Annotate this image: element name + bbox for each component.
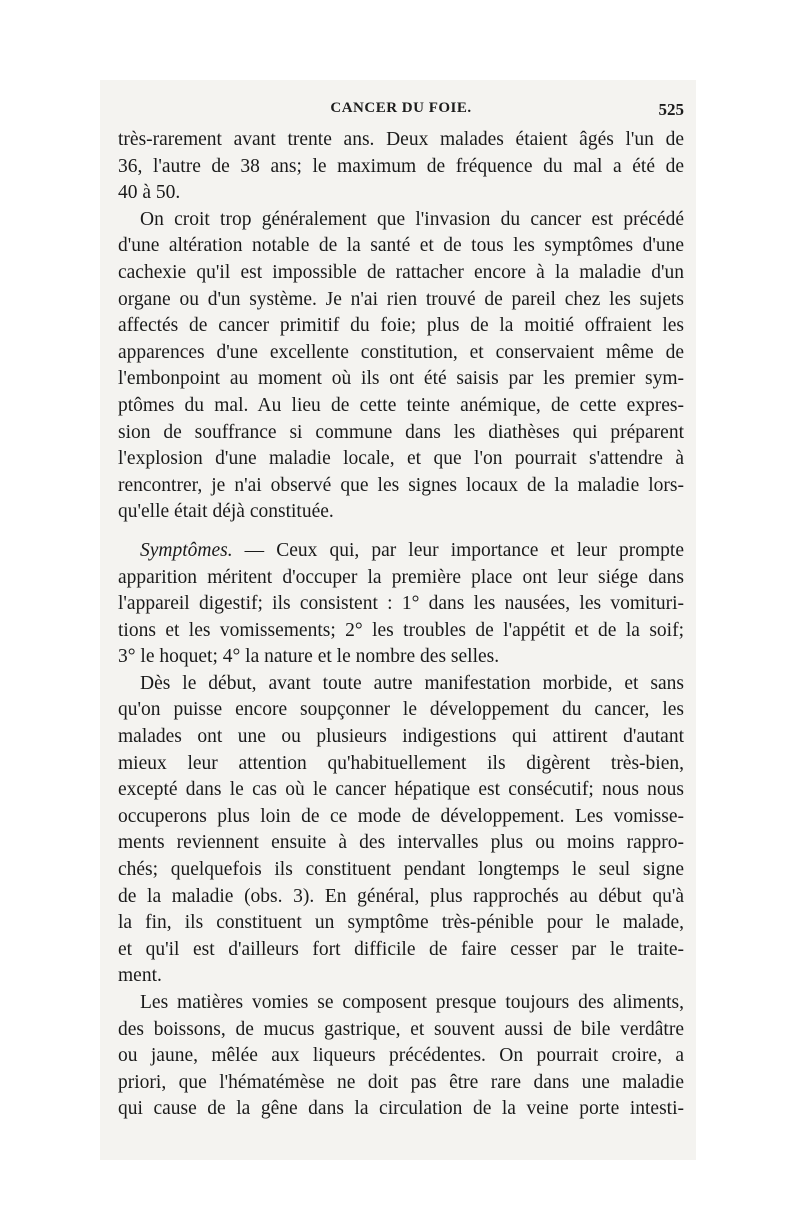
text-line: affectés de cancer primitif du foie; plus de la moitié offraient les [118,315,684,337]
text-line: ment. [118,965,162,987]
text-line: apparition méritent d'occuper la première place ont leur siége dans [118,566,684,588]
paragraph-gap [118,526,684,538]
text-line: priori, que l'hématémèse ne doit pas être rare dans une maladie [118,1071,684,1093]
page-number: 525 [658,100,684,119]
text-line: des boissons, de mucus gastrique, et souvent aussi de bile verdâtre [118,1018,684,1040]
text-line: ments reviennent ensuite à des intervalles plus ou moins rappro- [118,832,684,854]
paragraph [118,990,684,1123]
text-line: d'une altération notable de la santé et de tous les symptômes d'une [118,235,684,257]
text-line: ptômes du mal. Au lieu de cette teinte anémique, de cette expres- [118,394,684,416]
text-line: On croit trop généralement que l'invasion du cancer est précédé [140,208,684,230]
text-line: 40 à 50. [118,182,181,204]
paragraph [118,671,684,990]
text-line: sion de souffrance si commune dans les diathèses qui préparent [118,421,684,443]
text-line: mieux leur attention qu'habituellement ils digèrent très-bien, [118,752,684,774]
paragraph [118,207,684,526]
text-line: ou jaune, mêlée aux liqueurs précédentes. On pourrait croire, a [118,1045,684,1067]
text-line: excepté dans le cas où le cancer hépatique est consécutif; nous nous [118,779,684,801]
body-text [118,127,684,1123]
text-line: l'appareil digestif; ils consistent : 1° dans les nausées, les vomituri- [118,593,684,615]
text-line: l'embonpoint au moment où ils ont été saisis par les premier sym- [118,368,684,390]
text-line: de la maladie (obs. 3). En général, plus rapprochés au début qu'à [118,885,684,907]
text-line: très-rarement avant trente ans. Deux malades étaient âgés l'un de [118,129,684,150]
text-line: malades ont une ou plusieurs indigestions qui attirent d'autant [118,726,684,748]
text-line: cachexie qu'il est impossible de rattacher encore à la maladie d'un [118,261,684,283]
paragraph [118,127,684,207]
page-header [118,100,684,124]
text-line: organe ou d'un système. Je n'ai rien trouvé de pareil chez les sujets [118,288,684,310]
text-line: 3° le hoquet; 4° la nature et le nombre des selles. [118,646,500,668]
text-run: — Ceux qui, par leur importance et leur prompte [232,539,684,561]
text-line: et qu'il est d'ailleurs fort difficile de faire cesser par le traite- [118,938,684,960]
text-line: occuperons plus loin de ce mode de développement. Les vomisse- [118,805,684,827]
text-line: qu'on puisse encore soupçonner le développement du cancer, les [118,699,684,721]
text-line [118,538,684,565]
text-line: chés; quelquefois ils constituent pendant longtemps le seul signe [118,859,684,881]
running-head: CANCER DU FOIE. [330,100,472,116]
text-line: qui cause de la gêne dans la circulation de la veine porte intesti- [118,1098,684,1120]
text-line: apparences d'une excellente constitution, et conservaient même de [118,341,684,363]
text-line: qu'elle était déjà constituée. [118,501,334,523]
text-line: Les matières vomies se composent presque toujours des aliments, [140,992,684,1013]
section-heading: Symptômes. [140,539,233,561]
text-line: tions et les vomissements; 2° les troubles de l'appétit et de la soif; [118,619,684,641]
text-line: 36, l'autre de 38 ans; le maximum de fréquence du mal a été de [118,155,684,177]
text-line: rencontrer, je n'ai observé que les signes locaux de la maladie lors- [118,474,684,496]
text-line: la fin, ils constituent un symptôme très-pénible pour le malade, [118,912,684,934]
text-line: Dès le début, avant toute autre manifestation morbide, et sans [140,672,684,694]
text-line: l'explosion d'une maladie locale, et que l'on pourrait s'attendre à [118,448,684,470]
paragraph [118,538,684,671]
